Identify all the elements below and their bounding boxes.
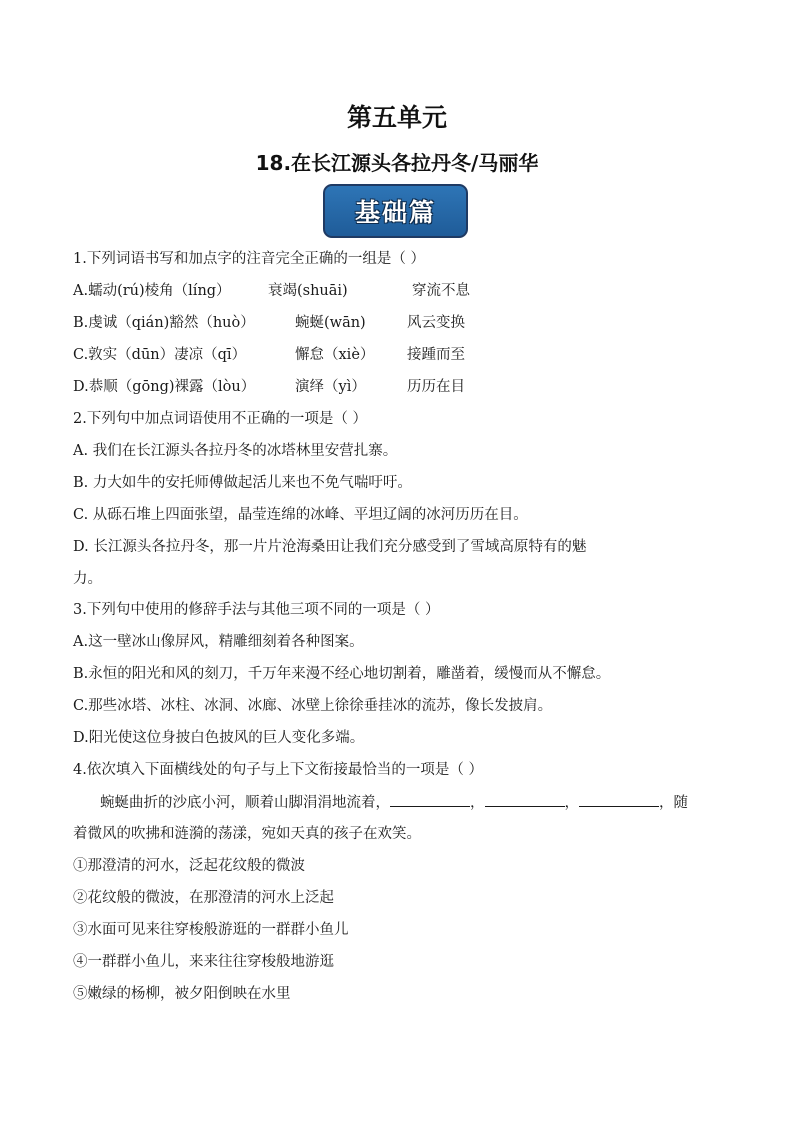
passage-separator-2: ， bbox=[564, 795, 579, 811]
fill-blank-3 bbox=[579, 792, 659, 807]
option-c-part-3: 接踵而至 bbox=[407, 347, 465, 363]
question-2-option-d-continued: 力。 bbox=[73, 571, 102, 587]
option-b-part-3: 风云变换 bbox=[407, 315, 465, 331]
option-c-part-2: 懈怠（xiè） bbox=[295, 347, 375, 363]
question-1-option-b bbox=[73, 313, 465, 333]
question-1-option-a bbox=[73, 281, 470, 301]
question-4-option-1: ①那澄清的河水，泛起花纹般的微波 bbox=[73, 858, 305, 874]
question-4-passage-line-2: 着微风的吹拂和涟漪的荡漾，宛如天真的孩子在欢笑。 bbox=[73, 826, 421, 842]
question-2-option-c: C. 从砾石堆上四面张望，晶莹连绵的冰峰、平坦辽阔的冰河历历在目。 bbox=[73, 507, 528, 523]
lesson-title: 18.在长江源头各拉丹冬/马丽华 bbox=[255, 151, 539, 175]
option-a-part-2: 衰竭(shuāi) bbox=[268, 283, 348, 299]
question-2-option-d: D. 长江源头各拉丹冬，那一片片沧海桑田让我们充分感受到了雪域高原特有的魅 bbox=[73, 539, 587, 555]
question-3-stem: 3.下列句中使用的修辞手法与其他三项不同的一项是（ ） bbox=[73, 602, 440, 618]
question-2-option-a: A. 我们在长江源头各拉丹冬的冰塔林里安营扎寨。 bbox=[73, 443, 398, 459]
question-3-option-c: C.那些冰塔、冰柱、冰洞、冰廊、冰壁上徐徐垂挂冰的流苏，像长发披肩。 bbox=[73, 698, 553, 714]
option-d-part-2: 演绎（yì） bbox=[295, 379, 366, 395]
question-4-option-4: ④一群群小鱼儿，来来往往穿梭般地游逛 bbox=[73, 954, 334, 970]
question-1-stem: 1.下列词语书写和加点字的注音完全正确的一组是（ ） bbox=[73, 251, 425, 267]
question-4-passage-line-1 bbox=[100, 792, 688, 813]
question-4-option-5: ⑤嫩绿的杨柳，被夕阳倒映在水里 bbox=[73, 986, 291, 1002]
question-4-option-3: ③水面可见来往穿梭般游逛的一群群小鱼儿 bbox=[73, 922, 349, 938]
question-4-option-2: ②花纹般的微波，在那澄清的河水上泛起 bbox=[73, 890, 334, 906]
question-1-option-c bbox=[73, 345, 465, 365]
option-d-part-1: D.恭顺（gōng)裸露（lòu） bbox=[73, 379, 256, 395]
question-3-option-b: B.永恒的阳光和风的刻刀，千万年来漫不经心地切割着，雕凿着，缓慢而从不懈怠。 bbox=[73, 666, 611, 682]
question-2-option-b: B. 力大如牛的安托师傅做起活儿来也不免气喘吁吁。 bbox=[73, 475, 412, 491]
option-b-part-1: B.虔诚（qián)豁然（huò） bbox=[73, 315, 255, 331]
fill-blank-2 bbox=[485, 792, 565, 807]
question-3-option-d: D.阳光使这位身披白色披风的巨人变化多端。 bbox=[73, 730, 365, 746]
option-c-part-1: C.敦实（dūn）凄凉（qī） bbox=[73, 347, 247, 363]
question-4-stem: 4.依次填入下面横线处的句子与上下文衔接最恰当的一项是（ ） bbox=[73, 762, 483, 778]
passage-end: ，随 bbox=[659, 795, 688, 811]
option-b-part-2: 蜿蜒(wān) bbox=[295, 315, 366, 331]
section-badge: 基础篇 bbox=[323, 184, 468, 238]
option-a-part-1: A.蠕动(rú)棱角（líng） bbox=[73, 283, 231, 299]
option-d-part-3: 历历在目 bbox=[407, 379, 465, 395]
question-2-stem: 2.下列句中加点词语使用不正确的一项是（ ） bbox=[73, 411, 367, 427]
fill-blank-1 bbox=[390, 792, 470, 807]
unit-title: 第五单元 bbox=[346, 103, 447, 132]
passage-start: 蜿蜒曲折的沙底小河，顺着山脚涓涓地流着， bbox=[100, 795, 390, 811]
option-a-part-3: 穿流不息 bbox=[412, 283, 470, 299]
passage-separator-1: ， bbox=[470, 795, 485, 811]
question-1-option-d bbox=[73, 377, 465, 397]
question-3-option-a: A.这一壁冰山像屏风，精雕细刻着各种图案。 bbox=[73, 634, 364, 650]
